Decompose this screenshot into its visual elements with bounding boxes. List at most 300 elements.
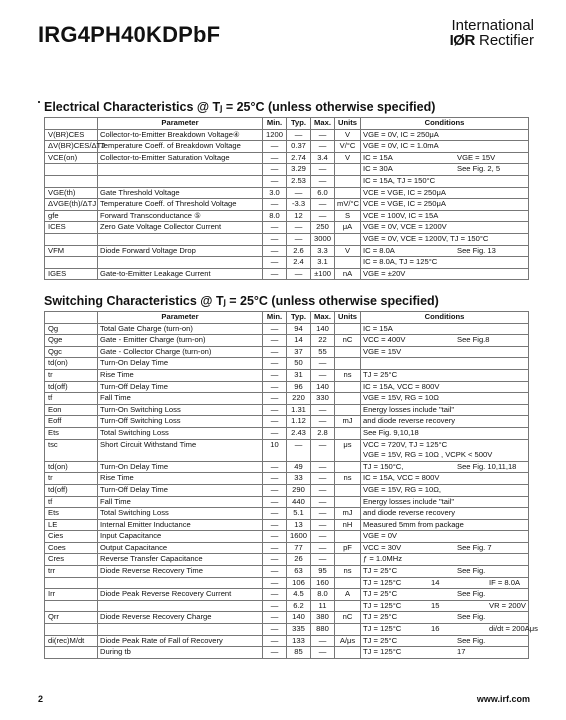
column-header: Min. [263,118,287,130]
min-cell: — [263,508,287,520]
parameter-cell: Diode Reverse Recovery Time [98,566,263,578]
table-row [45,554,529,566]
table-row [45,589,529,601]
typ-cell: — [287,187,311,199]
table-row [45,566,529,578]
typ-cell: 2.4 [287,257,311,269]
column-header: Conditions [361,312,529,324]
symbol-cell: tr [45,369,98,381]
condition-side: VR = 200V [489,600,526,610]
conditions-cell [361,496,529,508]
condition-text: Measured 5mm from package [363,519,464,529]
units-cell: μA [335,222,361,234]
table-row [45,439,529,461]
max-cell: — [311,635,335,647]
condition-text: TJ = 125°C [363,600,402,610]
table-row [45,473,529,485]
table-row [45,519,529,531]
parameter-cell: Total Switching Loss [98,427,263,439]
units-cell [335,257,361,269]
units-cell: ns [335,566,361,578]
conditions-cell [361,508,529,520]
condition-text: Energy losses include "tail" [363,404,455,414]
max-cell: 3.1 [311,257,335,269]
min-cell: — [263,268,287,280]
part-number: IRG4PH40KDPbF [38,22,221,47]
symbol-cell: Ets [45,427,98,439]
units-cell [335,187,361,199]
condition-text: VGE = 0V, VCE = 1200V [363,222,447,232]
condition-text: VGE = ±20V [363,268,406,278]
conditions-cell [361,369,529,381]
units-cell [335,233,361,245]
max-cell: — [311,531,335,543]
parameter-cell: Diode Reverse Recovery Charge [98,612,263,624]
table-row [45,508,529,520]
units-cell [335,577,361,589]
conditions-cell [361,519,529,531]
parameter-cell: Diode Forward Voltage Drop [98,245,263,257]
parameter-cell: Collector-to-Emitter Saturation Voltage [98,152,263,164]
column-header: Units [335,118,361,130]
min-cell: 1200 [263,129,287,141]
max-cell: 22 [311,335,335,347]
max-cell: — [311,647,335,659]
typ-cell: 6.2 [287,600,311,612]
min-cell: — [263,554,287,566]
conditions-cell [361,600,529,612]
typ-cell: 12 [287,210,311,222]
typ-cell: 2.74 [287,152,311,164]
column-header: Parameter [98,312,263,324]
condition-text: IC = 8.0A, TJ = 125°C [363,257,438,267]
typ-cell: 26 [287,554,311,566]
units-cell: mJ [335,416,361,428]
max-cell: — [311,210,335,222]
table-row [45,393,529,405]
min-cell: — [263,175,287,187]
conditions-cell [361,461,529,473]
conditions-cell [361,589,529,601]
symbol-cell: tsc [45,439,98,461]
units-cell: ns [335,369,361,381]
condition-text: See Fig. 9,10,18 [363,427,419,437]
parameter-cell: Turn-On Delay Time [98,461,263,473]
column-header: Typ. [287,312,311,324]
parameter-cell [98,175,263,187]
units-cell: V/°C [335,141,361,153]
table-row [45,233,529,245]
typ-cell: 290 [287,484,311,496]
conditions-cell [361,187,529,199]
conditions-cell [361,175,529,187]
company-logo [450,18,534,48]
typ-cell: 49 [287,461,311,473]
symbol-cell: td(on) [45,461,98,473]
min-cell: — [263,577,287,589]
units-cell: mJ [335,508,361,520]
condition-text: VCE = VGE, IC = 250μA [363,187,446,197]
condition-text: VGE = 0V [363,531,397,541]
max-cell: — [311,508,335,520]
min-cell: — [263,404,287,416]
symbol-cell: Ets [45,508,98,520]
units-cell [335,554,361,566]
units-cell [335,358,361,370]
condition-extra: See Fig. [457,635,486,645]
max-cell: 3.4 [311,152,335,164]
symbol-cell: td(off) [45,381,98,393]
symbol-cell: Cres [45,554,98,566]
condition-text: IC = 15A [363,323,393,333]
typ-cell: 63 [287,566,311,578]
max-cell: 3.3 [311,245,335,257]
typ-cell: 220 [287,393,311,405]
condition-extra: 15 [431,600,440,610]
typ-cell: 50 [287,358,311,370]
units-cell [335,404,361,416]
symbol-cell: gfe [45,210,98,222]
condition-extra: See Fig. 10,11,18 [457,461,517,471]
max-cell: — [311,461,335,473]
symbol-cell: Qg [45,323,98,335]
max-cell: — [311,496,335,508]
table-row [45,542,529,554]
conditions-cell [361,323,529,335]
typ-cell: 37 [287,346,311,358]
condition-text: VGE = 15V [363,346,402,356]
typ-cell: 14 [287,335,311,347]
typ-cell: 33 [287,473,311,485]
parameter-cell: Turn-On Switching Loss [98,404,263,416]
conditions-cell [361,141,529,153]
table-row [45,346,529,358]
typ-cell: 1600 [287,531,311,543]
condition-extra: See Fig.8 [457,335,490,345]
column-header [45,118,98,130]
conditions-cell [361,199,529,211]
symbol-cell: Qgc [45,346,98,358]
typ-cell: 133 [287,635,311,647]
table-row [45,647,529,659]
condition-text: VGE = 0V, IC = 1.0mA [363,141,439,151]
units-cell [335,647,361,659]
table-row [45,600,529,612]
units-cell [335,427,361,439]
condition-text: TJ = 25°C [363,612,398,622]
min-cell: 3.0 [263,187,287,199]
symbol-cell: tr [45,473,98,485]
min-cell: — [263,323,287,335]
units-cell: nH [335,519,361,531]
website: www.irf.com [476,694,530,704]
conditions-cell [361,484,529,496]
max-cell: 3000 [311,233,335,245]
units-cell: V [335,129,361,141]
typ-cell: 440 [287,496,311,508]
units-cell [335,175,361,187]
condition-side: IF = 8.0A [489,577,521,587]
conditions-cell [361,233,529,245]
min-cell: — [263,566,287,578]
condition-text: TJ = 125°C [363,577,402,587]
condition-text: IC = 15A [363,152,393,162]
conditions-cell [361,129,529,141]
conditions-cell [361,346,529,358]
typ-cell: — [287,268,311,280]
condition-text: TJ = 25°C [363,589,398,599]
conditions-cell [361,358,529,370]
conditions-cell [361,577,529,589]
parameter-cell [98,624,263,636]
max-cell: ±100 [311,268,335,280]
units-cell: μs [335,439,361,461]
condition-text: TJ = 125°C [363,647,402,657]
table-row [45,323,529,335]
table-row [45,245,529,257]
symbol-cell: Eon [45,404,98,416]
max-cell: — [311,141,335,153]
symbol-cell: VGE(th) [45,187,98,199]
symbol-cell [45,600,98,612]
min-cell: — [263,589,287,601]
symbol-cell: ΔV(BR)CES/ΔTJ [45,141,98,153]
table-row [45,427,529,439]
condition-text: TJ = 25°C [363,635,398,645]
table-row [45,268,529,280]
condition-text: Energy losses include "tail" [363,496,455,506]
min-cell: — [263,245,287,257]
table-row [45,484,529,496]
conditions-cell [361,404,529,416]
min-cell: — [263,612,287,624]
symbol-cell [45,577,98,589]
conditions-cell [361,335,529,347]
units-cell [335,164,361,176]
units-cell [335,381,361,393]
symbol-cell: ΔVGE(th)/ΔTJ [45,199,98,211]
conditions-cell [361,245,529,257]
parameter-cell: Gate Threshold Voltage [98,187,263,199]
condition-text: and diode reverse recovery [363,508,456,518]
conditions-cell [361,566,529,578]
parameter-cell [98,577,263,589]
max-cell: 2.8 [311,427,335,439]
units-cell [335,624,361,636]
max-cell: — [311,519,335,531]
min-cell: — [263,461,287,473]
units-cell [335,461,361,473]
column-header: Parameter [98,118,263,130]
parameter-cell: Turn-On Delay Time [98,358,263,370]
typ-cell: -3.3 [287,199,311,211]
parameter-cell: During tb [98,647,263,659]
condition-text: IC = 15A, VCC = 800V [363,381,440,391]
typ-cell: 31 [287,369,311,381]
symbol-cell [45,175,98,187]
units-cell [335,393,361,405]
symbol-cell [45,164,98,176]
min-cell: — [263,542,287,554]
max-cell: 380 [311,612,335,624]
max-cell: 95 [311,566,335,578]
parameter-cell: Short Circuit Withstand Time [98,439,263,461]
table-row [45,404,529,416]
condition-text: and diode reverse recovery [363,416,456,426]
table-row [45,531,529,543]
min-cell: — [263,600,287,612]
typ-cell: 140 [287,612,311,624]
parameter-cell [98,233,263,245]
symbol-cell: IGES [45,268,98,280]
parameter-cell: Gate - Emitter Charge (turn-on) [98,335,263,347]
min-cell: — [263,152,287,164]
units-cell: V [335,245,361,257]
symbol-cell [45,624,98,636]
logo-line2 [450,33,534,48]
symbol-cell: di(rec)M/dt [45,635,98,647]
symbol-cell: Cies [45,531,98,543]
units-cell: S [335,210,361,222]
conditions-cell [361,624,538,636]
min-cell: — [263,519,287,531]
max-cell: — [311,369,335,381]
logo-ior: IØR [449,32,475,49]
table-row [45,496,529,508]
symbol-cell [45,233,98,245]
condition-text: VCE = VGE, IC = 250μA [363,199,446,209]
conditions-cell [361,531,529,543]
condition-extra: See Fig. [457,612,486,622]
min-cell: — [263,635,287,647]
condition-extra: See Fig. [457,589,486,599]
conditions-cell [361,542,529,554]
max-cell: — [311,404,335,416]
max-cell: 11 [311,600,335,612]
condition-extra: 17 [457,647,466,657]
min-cell: — [263,416,287,428]
condition-text: IC = 8.0A [363,245,395,255]
min-cell: — [263,381,287,393]
condition-side: di/dt = 200Aμs [489,624,538,634]
min-cell: — [263,358,287,370]
parameter-cell: Fall Time [98,393,263,405]
typ-cell: 96 [287,381,311,393]
max-cell: 55 [311,346,335,358]
table-row [45,635,529,647]
min-cell: — [263,199,287,211]
max-cell: 330 [311,393,335,405]
condition-text: VCE = 100V, IC = 15A [363,210,439,220]
parameter-cell: Turn-Off Delay Time [98,381,263,393]
parameter-cell: Turn-Off Delay Time [98,484,263,496]
max-cell: — [311,129,335,141]
units-cell: pF [335,542,361,554]
typ-cell: 4.5 [287,589,311,601]
logo-line1: International [451,17,534,34]
symbol-cell: V(BR)CES [45,129,98,141]
units-cell: A [335,589,361,601]
max-cell: 880 [311,624,335,636]
symbol-cell: tf [45,393,98,405]
parameter-cell: Collector-to-Emitter Breakdown Voltage④ [98,129,263,141]
min-cell: 8.0 [263,210,287,222]
symbol-cell: Irr [45,589,98,601]
switching-table [44,311,538,659]
min-cell: — [263,335,287,347]
conditions-cell [361,393,529,405]
min-cell: — [263,369,287,381]
min-cell: — [263,233,287,245]
condition-text: VGE = 15V, RG = 10Ω, [363,484,442,494]
units-cell [335,531,361,543]
parameter-cell: Diode Peak Reverse Recovery Current [98,589,263,601]
max-cell: — [311,164,335,176]
conditions-cell [361,222,529,234]
condition-text: IC = 30A [363,164,393,174]
parameter-cell: Internal Emitter Inductance [98,519,263,531]
parameter-cell [98,257,263,269]
parameter-cell: Rise Time [98,473,263,485]
conditions-cell [361,554,529,566]
condition-text: VGE = 0V, IC = 250μA [363,129,439,139]
parameter-cell: Output Capacitance [98,542,263,554]
condition-text: TJ = 150°C, [363,461,404,471]
min-cell: — [263,222,287,234]
table-row [45,141,529,153]
parameter-cell: Zero Gate Voltage Collector Current [98,222,263,234]
conditions-cell [361,164,529,176]
min-cell: — [263,393,287,405]
symbol-cell: LE [45,519,98,531]
page-number: 2 [38,694,44,704]
symbol-cell: VFM [45,245,98,257]
typ-cell: 3.29 [287,164,311,176]
parameter-cell: Input Capacitance [98,531,263,543]
column-header: Max. [311,312,335,324]
typ-cell: — [287,129,311,141]
conditions-cell [361,416,529,428]
condition-text: TJ = 25°C [363,369,398,379]
column-header [45,312,98,324]
conditions-cell [361,427,529,439]
condition-text: TJ = 125°C [363,624,402,634]
column-header: Units [335,312,361,324]
typ-cell: 2.53 [287,175,311,187]
typ-cell: 1.31 [287,404,311,416]
conditions-cell [361,257,529,269]
typ-cell: 2.43 [287,427,311,439]
min-cell: 10 [263,439,287,461]
column-header: Max. [311,118,335,130]
min-cell: — [263,141,287,153]
table-row [45,129,529,141]
condition-text: IC = 15A, TJ = 150°C [363,175,436,185]
max-cell: — [311,473,335,485]
table-row [45,358,529,370]
condition-text: VGE = 15V, RG = 10Ω [363,393,439,403]
typ-cell: 2.6 [287,245,311,257]
min-cell: — [263,647,287,659]
condition-extra: 14 [431,577,440,587]
min-cell: — [263,484,287,496]
table-row [45,222,529,234]
min-cell: — [263,257,287,269]
max-cell: 250 [311,222,335,234]
condition-text: ƒ = 1.0MHz [363,554,403,564]
max-cell: 140 [311,323,335,335]
units-cell: nA [335,268,361,280]
